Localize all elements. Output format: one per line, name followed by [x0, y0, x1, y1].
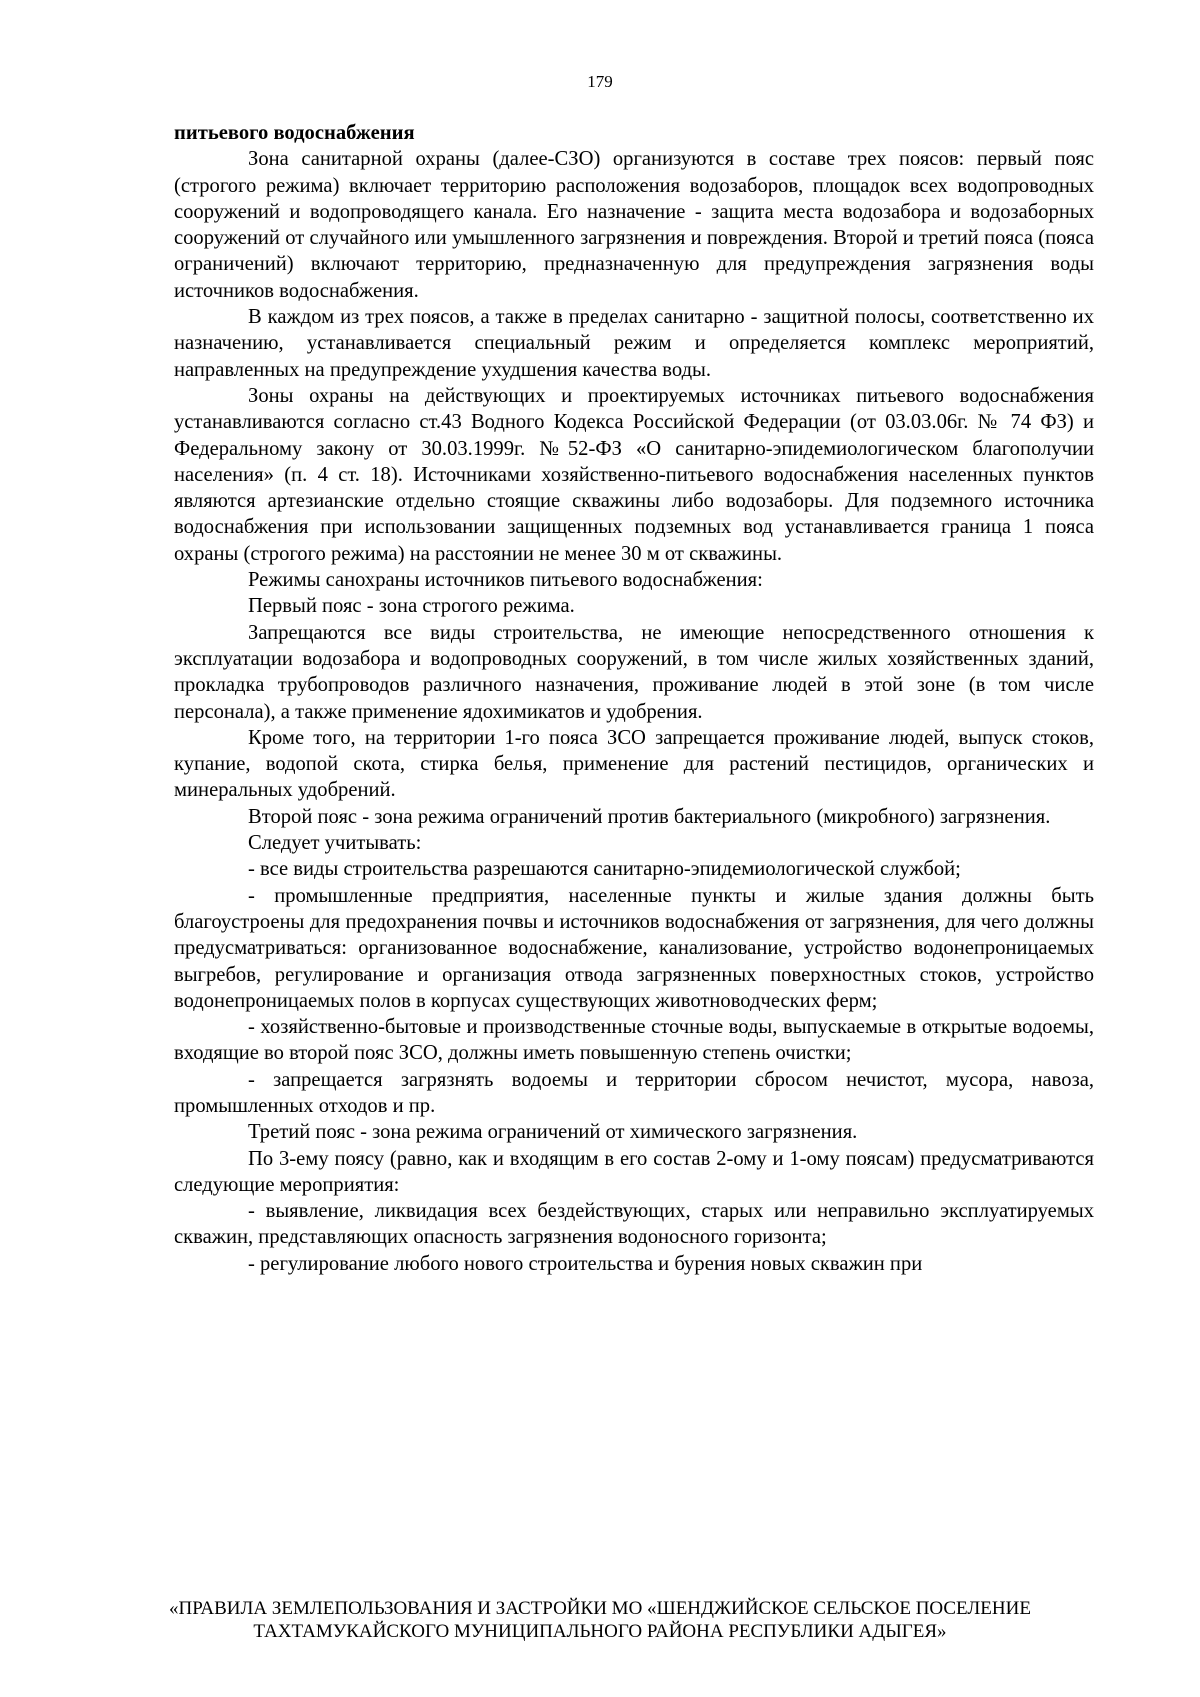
paragraph-first-belt-additional: Кроме того, на территории 1-го пояса ЗСО запрещается проживание людей, выпуск стоков, купание, водопой скота, стирка белья, применение для растений пестицидов, органических и минеральных удобрений. — [174, 726, 1094, 802]
paragraph-third-belt-measures: По 3-ему поясу (равно, как и входящим в его состав 2-ому и 1-ому поясам) предусматриваются следующие мероприятия: — [174, 1147, 1094, 1196]
paragraph-third-belt-title: Третий пояс - зона режима ограничений от химического загрязнения. — [248, 1121, 858, 1144]
list-item-construction-permits: - все виды строительства разрешаются санитарно-эпидемиологической службой; — [248, 858, 961, 881]
list-item-enterprises-improvement: - промышленные предприятия, населенные пункты и жилые здания должны быть благоустроены для предохранения почвы и источников водоснабжения от загрязнения, для чего должны предусматриваться: организованное водоснабжение, канализование, устройство водонепроницаемых выгребов, регулирование и организация отвода загрязненных поверхностных стоков, устройство водонепроницаемых полов в корпусах существующих животноводческих ферм; — [174, 884, 1094, 1012]
section-heading: питьевого водоснабжения — [174, 122, 415, 144]
paragraph-protection-zones-law: Зоны охраны на действующих и проектируемых источниках питьевого водоснабжения устанавливаются согласно ст.43 Водного Кодекса Российской Федерации (от 03.03.06г. № 74 ФЗ) и Федеральному закону от 30.03.1999г. №52-ФЗ «О санитарно-эпидемиологическом благополучии населения» (п. 4 ст. 18). Источниками хозяйственно-питьевого водоснабжения населенных пунктов являются артезианские отдельно стоящие скважины либо водозаборы. Для подземного источника водоснабжения при использовании защищенных подземных вод устанавливается граница 1 пояса охраны (строгого режима) на расстоянии не менее 30 м от скважины. — [174, 384, 1094, 565]
list-item-new-construction: - регулирование любого нового строительства и бурения новых скважин при — [248, 1252, 923, 1275]
list-item-wells-liquidation: - выявление, ликвидация всех бездействующих, старых или неправильно эксплуатируемых скважин, представляющих опасность загрязнения водоносного горизонта; — [174, 1200, 1094, 1249]
paragraph-first-belt-prohibitions: Запрещаются все виды строительства, не имеющие непосредственного отношения к эксплуатации водозабора и водопроводных сооружений, в том числе жилых хозяйственных зданий, прокладка трубопроводов различного назначения, проживание людей в этой зоне (в том числе персонала), а также применение ядохимикатов и удобрения. — [174, 621, 1094, 723]
paragraph-first-belt-title: Первый пояс - зона строгого режима. — [248, 595, 575, 618]
paragraph-second-belt-title: Второй пояс - зона режима ограничений против бактериального (микробного) загрязнения. — [248, 805, 1051, 828]
paragraph-regimes-title: Режимы санохраны источников питьевого водоснабжения: — [248, 569, 763, 592]
document-footer — [0, 1597, 1200, 1643]
page-number: 179 — [587, 72, 613, 91]
paragraph-szo-belts: Зона санитарной охраны (далее-СЗО) организуются в составе трех поясов: первый пояс (строгого режима) включает территорию расположения водозаборов, площадок всех водопроводных сооружений и водопроводящего канала. Его назначение - защита места водозабора и водозаборных сооружений от случайного или умышленного загрязнения и повреждения. Второй и третий пояса (пояса ограничений) включают территорию, предназначенную для предупреждения загрязнения воды источников водоснабжения. — [174, 148, 1094, 302]
paragraph-three-belts-regime: В каждом из трех поясов, а также в пределах санитарно - защитной полосы, соответственно их назначению, устанавливается специальный режим и определяется комплекс мероприятий, направленных на предупреждение ухудшения качества воды. — [174, 306, 1094, 381]
paragraph-consider: Следует учитывать: — [248, 832, 422, 855]
footer-line-2: ТАХТАМУКАЙСКОГО МУНИЦИПАЛЬНОГО РАЙОНА РЕСПУБЛИКИ АДЫГЕЯ» — [253, 1621, 947, 1642]
footer-line-1: «ПРАВИЛА ЗЕМЛЕПОЛЬЗОВАНИЯ И ЗАСТРОЙКИ МО «ШЕНДЖИЙСКОЕ СЕЛЬСКОЕ ПОСЕЛЕНИЕ — [169, 1598, 1031, 1619]
document-body — [174, 120, 1094, 1277]
list-item-wastewater: - хозяйственно-бытовые и производственные сточные воды, выпускаемые в открытые водоемы, входящие во второй пояс ЗСО, должны иметь повышенную степень очистки; — [174, 1016, 1094, 1065]
list-item-pollution-ban: - запрещается загрязнять водоемы и территории сбросом нечистот, мусора, навоза, промышленных отходов и пр. — [174, 1068, 1094, 1117]
